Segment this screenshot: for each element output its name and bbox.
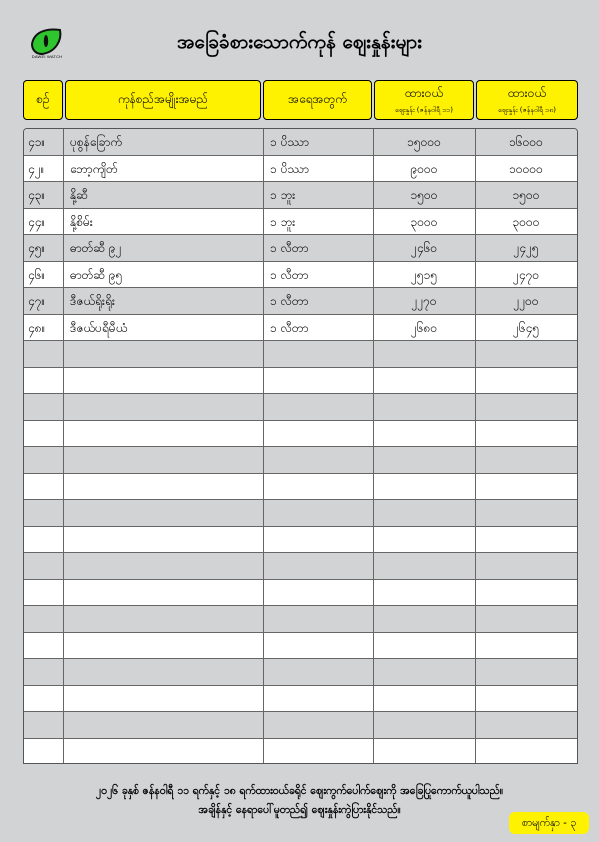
table-row (24, 288, 577, 315)
cell-price1: ၁၅၀၀ (410, 188, 438, 202)
column-header-price-jan-18 (476, 80, 578, 120)
table-row (24, 156, 577, 183)
table-row (24, 129, 577, 156)
cell-name: ဘော့ကျိတ် (70, 161, 118, 176)
cell-unit: ၁ လီတာ (270, 241, 309, 255)
column-header-sublabel: ဈေးနှုန်း (ဇန်နဝါရီ ၁၈) (498, 105, 556, 114)
cell-unit: ၁ ဘူး (270, 214, 296, 229)
column-header-number (23, 80, 63, 120)
column-header-quantity (263, 80, 372, 120)
cell-price1: ၉၀၀၀ (410, 161, 438, 176)
cell-no: ၄၁။ (28, 135, 46, 149)
cell-price1: ၂၅၁၅ (410, 267, 438, 282)
footer-note-line-1: ၂၀၂၆ ခုနှစ် ဇန်နဝါရီ ၁၁ ရက်နှင့် ၁၈ ရက်ထားဝယ်ခရိုင် ဈေးကွက်ပေါက်ဈေးကို အခြေပြုကောက်ယူပါသည်။ (95, 785, 504, 797)
cell-price1: ၂၂၇၀ (411, 294, 437, 308)
cell-price1: ၁၅၀၀၀ (407, 135, 441, 149)
empty-table-row (24, 739, 577, 765)
empty-table-row (24, 580, 577, 607)
empty-table-row (24, 659, 577, 686)
cell-price1: ၂၆၈၀ (410, 320, 438, 335)
cell-price2: ၁၀၀၀၀ (509, 161, 543, 176)
cell-name: ဓာတ်ဆီ ၉၅ (70, 267, 123, 282)
column-header-label: စဉ် (36, 92, 50, 106)
column-divider (263, 129, 264, 763)
column-divider (373, 129, 374, 763)
cell-no: ၄၅။ (28, 241, 46, 255)
column-header-label: ထားဝယ် (508, 85, 546, 100)
empty-table-row (24, 500, 577, 527)
empty-table-row (24, 606, 577, 633)
cell-price2: ၂၄၂၅ (513, 241, 539, 255)
cell-unit: ၁ လီတာ (270, 294, 309, 308)
table-row (24, 209, 577, 236)
table-row (24, 182, 577, 209)
cell-price1: ၃၀၀၀ (410, 214, 438, 229)
table-row (24, 262, 577, 289)
empty-table-row (24, 553, 577, 580)
column-header-sublabel: ဈေးနှုန်း (ဇန်နဝါရီ ၁၁) (395, 105, 453, 114)
cell-no: ၄၇။ (28, 294, 46, 308)
cell-unit: ၁ ပိဿာ (270, 135, 309, 149)
cell-unit: ၁ ဘူး (270, 188, 296, 202)
empty-table-row (24, 447, 577, 474)
cell-no: ၄၂။ (28, 161, 45, 176)
cell-price2: ၂၂၀၀ (513, 294, 539, 308)
empty-table-row (24, 341, 577, 368)
table-row (24, 315, 577, 342)
cell-name: ဒီဇယ်ရိုးရိုး (70, 294, 115, 308)
footer-note-line-2: အချိန်နှင့် နေရာပေါ်မူတည်၍ ဈေးနှုန်းကွဲပြားနိုင်သည်။ (198, 804, 401, 816)
cell-name: ဓာတ်ဆီ ၉၂ (70, 241, 122, 255)
column-divider (475, 129, 476, 763)
empty-table-row (24, 686, 577, 713)
cell-name: နို့ဆီ (70, 188, 88, 202)
cell-price2: ၂၆၄၅ (512, 320, 540, 335)
empty-table-row (24, 474, 577, 501)
empty-table-row (24, 527, 577, 554)
cell-price2: ၃၀၀၀ (512, 214, 540, 229)
cell-price2: ၁၆၀၀၀ (509, 135, 543, 149)
column-divider (63, 129, 64, 763)
column-header-item-name (65, 80, 261, 120)
page-title: အခြေခံစားသောက်ကုန် ဈေးနှုန်းများ (177, 31, 422, 53)
empty-table-row (24, 394, 577, 421)
cell-no: ၄၃။ (28, 188, 46, 202)
cell-no: ၄၄။ (28, 214, 46, 229)
cell-price1: ၂၄၆၀ (410, 241, 438, 255)
column-header-label: ထားဝယ် (405, 85, 443, 100)
cell-unit: ၁ ပိဿာ (270, 161, 309, 176)
cell-no: ၄၈။ (28, 320, 46, 335)
page-number-badge: စာမျက်နှာ - ၃ (509, 812, 589, 834)
column-header-label: အရေအတွက် (288, 92, 347, 106)
empty-table-row (24, 712, 577, 739)
empty-table-row (24, 633, 577, 660)
price-table (23, 128, 578, 764)
empty-table-row (24, 421, 577, 448)
cell-price2: ၁၅၀၀ (512, 188, 540, 202)
cell-name: ပုစွန်ခြောက် (70, 135, 122, 149)
table-row (24, 235, 577, 262)
cell-price2: ၂၄၇၀ (512, 267, 540, 282)
empty-table-row (24, 368, 577, 395)
column-header-price-jan-11 (374, 80, 474, 120)
cell-no: ၄၆။ (28, 267, 46, 282)
cell-unit: ၁ လီတာ (270, 267, 309, 282)
cell-name: နို့စိမ်း (70, 214, 93, 229)
cell-unit: ၁ လီတာ (270, 320, 309, 335)
cell-name: ဒီဇယ်ပရီမီယံ (70, 320, 128, 335)
column-header-label: ကုန်စည်အမျိုးအမည် (117, 92, 209, 106)
logo-caption: DAWEI WATCH (31, 54, 63, 59)
